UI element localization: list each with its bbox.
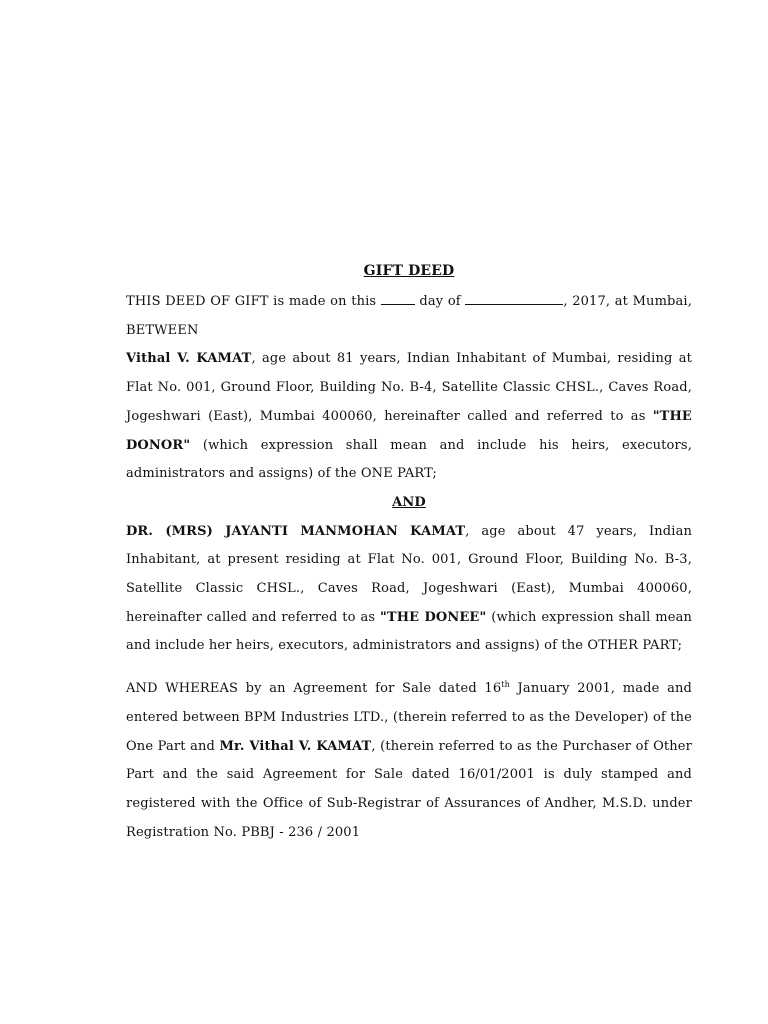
document-page bbox=[126, 262, 692, 847]
donee-label: "THE DONEE" bbox=[380, 609, 487, 625]
intro-paragraph bbox=[126, 288, 692, 345]
intro-text-1: THIS DEED OF GIFT is made on this bbox=[126, 294, 381, 309]
donee-text-2: (which expression shall mean and include her heirs, executors, administrators and assigns) of the OTHER PART; bbox=[126, 609, 692, 654]
whereas-text-3: , (therein referred to as the Purchaser of Other Part and the said Agreement for Sale dated 16/01/2001 is duly stamped and registered with the Office of Sub-Registrar of Assurances of Andher, M.S.D. under Registration No. PBBJ - 236 / 2001 bbox=[126, 738, 692, 840]
whereas-text-1: AND WHEREAS by an Agreement for Sale dated 16 bbox=[126, 681, 502, 697]
purchaser-name: Mr. Vithal V. KAMAT bbox=[219, 738, 372, 754]
donor-name: Vithal V. KAMAT bbox=[126, 351, 252, 367]
donor-paragraph bbox=[126, 345, 692, 489]
donee-text-1: , age about 47 years, Indian Inhabitant, at present residing at Flat No. 001, Ground Floor, Building No. B-3, Satellite Classic CHSL., Caves Road, Jogeshwari (East), Mumbai 400060, hereinafter called and referred to as bbox=[126, 523, 693, 625]
intro-text-3: , 2017, at Mumbai, BETWEEN bbox=[126, 294, 693, 338]
donee-name: DR. (MRS) JAYANTI MANMOHAN KAMAT bbox=[126, 523, 466, 539]
intro-text-2: day of bbox=[414, 294, 466, 309]
donor-label: "THE DONOR" bbox=[126, 408, 692, 453]
and-heading: AND bbox=[392, 494, 426, 510]
whereas-text-2: January 2001, made and entered between BPM Industries LTD., (therein referred to as the Developer) of the One Part and bbox=[126, 681, 692, 754]
donor-text-1: , age about 81 years, Indian Inhabitant of Mumbai, residing at Flat No. 001, Ground Floor, Building No. B-4, Satellite Classic CHSL., Caves Road, Jogeshwari (East), Mumbai 400060, hereinafter called and referred to as bbox=[126, 351, 692, 424]
month-blank bbox=[465, 293, 563, 305]
document-title: GIFT DEED bbox=[363, 263, 455, 279]
date-superscript: th bbox=[501, 680, 510, 690]
day-blank bbox=[381, 293, 415, 305]
donee-paragraph bbox=[126, 518, 692, 662]
donor-text-2: (which expression shall mean and include his heirs, executors, administrators and assigns) of the ONE PART; bbox=[126, 437, 692, 482]
whereas-paragraph bbox=[126, 675, 692, 847]
paragraph-gap bbox=[126, 661, 692, 675]
